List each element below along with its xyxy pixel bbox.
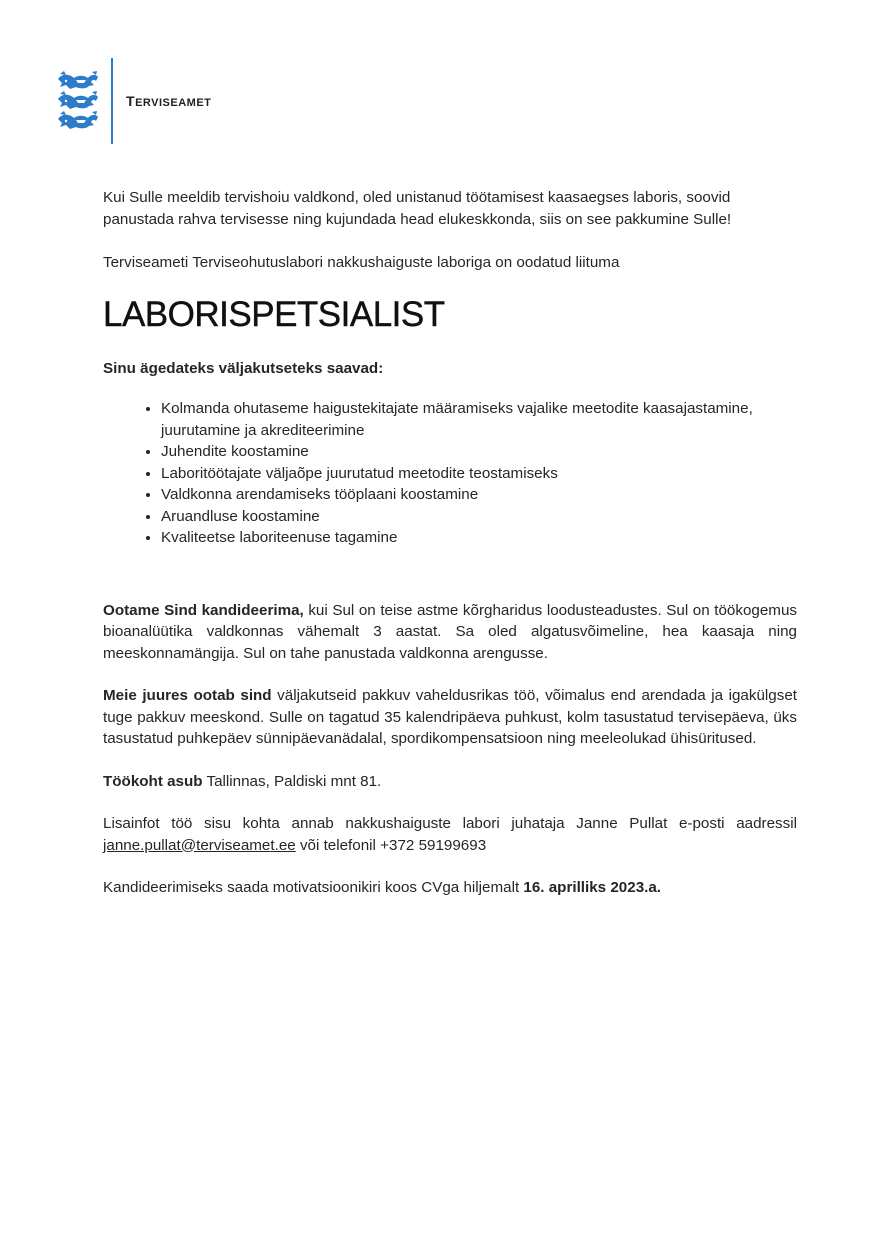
requirements-paragraph: [103, 600, 797, 665]
page-header: [56, 58, 212, 144]
lead-paragraph: Terviseameti Terviseohutuslabori nakkushaiguste laboriga on oodatud liituma: [103, 254, 620, 271]
requirements-text: kui Sul on teise astme kõrgharidus loodusteadustes. Sul on töökogemus bioanalüütika valdkonnas vähemalt 3 aastat. Sa oled algatusvõimeline, hea kaasaja ning meeskonnamängija. Sul on tahe panustada valdkonna arengusse.: [103, 601, 797, 662]
contact-paragraph: [103, 813, 797, 856]
contact-email-link[interactable]: janne.pullat@terviseamet.ee: [103, 836, 296, 854]
brand-name-first-letter: T: [126, 93, 136, 109]
contact-text-after: või telefonil +372 59199693: [295, 836, 487, 854]
duty-item: • Kolmanda ohutaseme haigustekitajate määramiseks vajalike meetodite kaasajastamine, juurutamine ja akrediteerimine: [161, 398, 797, 441]
deadline-date: 16. aprilliks 2023.a.: [523, 879, 662, 896]
deadline-text: Kandideerimiseks saada motivatsioonikiri koos CVga hiljemalt: [103, 879, 524, 896]
intro-paragraph: Kui Sulle meeldib tervishoiu valdkond, oled unistanud töötamisest kaasaegses laboris, soovid panustada rahva tervisesse ning kujundada head elukeskkonda, siis on see pakkumine Sulle!: [103, 189, 732, 228]
duty-item: • Aruandluse koostamine: [161, 506, 797, 528]
location-paragraph: [103, 771, 797, 793]
duty-item: • Valdkonna arendamiseks tööplaani koostamine: [161, 484, 797, 506]
benefits-text: väljakutseid pakkuv vaheldusrikas töö, võimalus end arendada ja igakülgset tuge pakkuv meeskond. Sulle on tagatud 35 kalendripäeva puhkust, kolm tasustatud tervisepäeva, üks tasustatud puhkepäev sünnipäevanädalal, spordikompensatsioon ning meeleolukad ühisüritused.: [103, 687, 797, 747]
deadline-paragraph: [103, 877, 797, 899]
job-title: LABORISPETSIALIST: [103, 294, 445, 334]
duty-item: • Laboritöötajate väljaõpe juurutatud meetodite teostamiseks: [161, 463, 797, 485]
requirements-lead: Ootame Sind kandideerima,: [103, 601, 304, 619]
location-text: Tallinnas, Paldiski mnt 81.: [202, 772, 382, 790]
three-lions-coat-of-arms-icon: [56, 71, 100, 131]
duties-list: [103, 398, 797, 549]
location-lead: Töökoht asub: [103, 772, 203, 790]
duties-heading: Sinu ägedateks väljakutseteks saavad:: [103, 359, 384, 377]
header-divider: [111, 58, 113, 144]
contact-text-before: Lisainfot töö sisu kohta annab nakkushaiguste labori juhataja Janne Pullat e-posti aadressil: [103, 815, 797, 832]
duty-item: • Kvaliteetse laboriteenuse tagamine: [161, 527, 797, 549]
duty-item: • Juhendite koostamine: [161, 441, 797, 463]
job-posting: [103, 187, 797, 920]
brand-name: [126, 93, 211, 109]
brand-name-rest: ERVISEAMET: [135, 97, 212, 109]
benefits-lead: Meie juures ootab sind: [103, 687, 272, 704]
benefits-paragraph: [103, 685, 797, 750]
